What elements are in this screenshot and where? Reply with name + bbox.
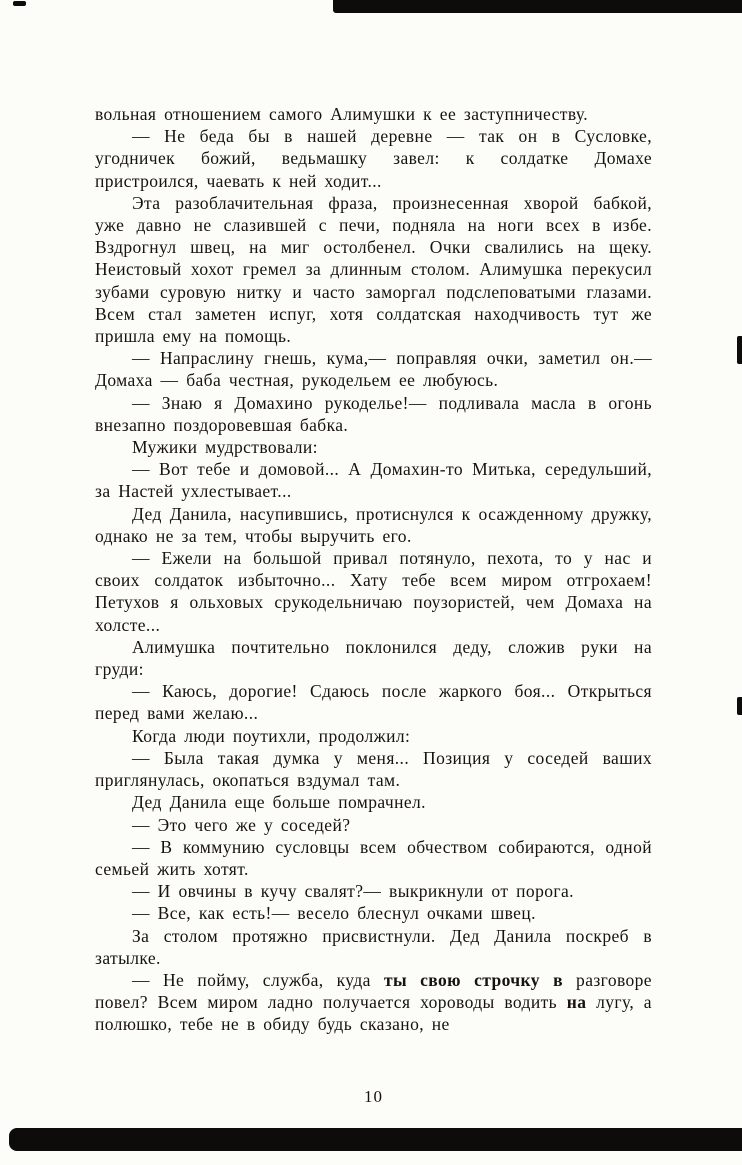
paragraph-run: лугу, а полюшко, тебе не в обиду будь сказано, не <box>95 992 652 1035</box>
paragraph <box>95 125 652 192</box>
paragraph-run: — Ежели на большой привал потянуло, пехота, то у нас и своих солдаток избыточно... Хату тебе всем миром отгрохаем! Петухов я ольховых срукодельничаю поузористей, чем Домаха на холсте... <box>95 548 652 635</box>
paragraph-run: — Вот тебе и домовой... А Домахин-то Митька, середульший, за Настей ухлестывает... <box>95 459 652 502</box>
page-number: 10 <box>364 1087 383 1106</box>
paragraph <box>95 969 652 1036</box>
paragraph <box>95 392 652 436</box>
paragraph-run: — В коммунию сусловцы всем обчеством собираются, одной семьей жить хотят. <box>95 836 652 879</box>
paragraph-run: — Знаю я Домахино рукоделье!— подливала масла в огонь внезапно поздоровевшая бабка. <box>95 392 652 435</box>
paragraph-run: вольная отношением самого Алимушки к ее заступничеству. <box>95 104 589 124</box>
paragraph-run: Эта разоблачительная фраза, произнесенная хворой бабкой, уже давно не слазившей с печи, подняла на ноги всех в избе. Вздрогнул швец, на миг остолбенел. Очки свалились на щеку. Неистовый хохот гремел за длинным столом. Алимушка перекусил зубами суровую нитку и часто заморгал подслеповатыми глазами. Всем стал заметен испуг, хотя солдатская находчивость тут же пришла ему на помощь. <box>95 192 652 347</box>
page-text-block <box>95 103 652 1036</box>
paragraph-run: За столом протяжно присвистнули. Дед Данила поскреб в затылке. <box>95 925 652 968</box>
paragraph <box>95 880 652 902</box>
paragraph-run: — Не пойму, служба, куда <box>132 969 384 990</box>
paragraph <box>95 747 652 791</box>
paragraph-run: — Не беда бы в нашей деревне — так он в Сусловке, угодничек божий, ведьмашку завел: к солдатке Домахе пристроился, чаевать к ней ходит... <box>95 126 652 191</box>
paragraph <box>95 192 652 347</box>
paragraph <box>95 636 652 680</box>
paragraph <box>95 814 652 836</box>
paragraph <box>95 103 652 125</box>
paragraph-run: — Каюсь, дорогие! Сдаюсь после жаркого боя... Открыться перед вами желаю... <box>95 681 652 724</box>
paragraph-run: — Напраслину гнешь, кума,— поправляя очки, заметил он.— Домаха — баба честная, рукодельем ее любуюсь. <box>95 348 652 391</box>
paragraph <box>95 436 652 458</box>
paragraph <box>95 547 652 636</box>
paragraph <box>95 925 652 969</box>
paragraph <box>95 458 652 502</box>
paragraph-bold-run: ты свою строчку в <box>383 969 563 990</box>
paragraph-bold-run: на <box>566 992 587 1013</box>
paragraph <box>95 347 652 391</box>
paragraph <box>95 725 652 747</box>
scan-artifact-top-bar <box>333 0 742 13</box>
paragraph-run: Алимушка почтительно поклонился деду, сложив руки на груди: <box>95 636 652 680</box>
paragraph <box>95 503 652 547</box>
paragraph-run: — Была такая думка у меня... Позиция у соседей ваших приглянулась, окопаться вздумал там. <box>95 747 652 791</box>
paragraph-run: — Все, как есть!— весело блеснул очками швец. <box>132 903 536 924</box>
paragraph-run: Дед Данила, насупившись, протиснулся к осажденному дружку, однако не за тем, чтобы выручить его. <box>95 503 652 546</box>
scan-artifact-right-mark <box>737 336 742 364</box>
paragraph-run: Мужики мудрствовали: <box>132 437 318 458</box>
paragraph <box>95 791 652 813</box>
scan-artifact-right-mark <box>737 697 742 715</box>
paragraph-run: — И овчины в кучу свалят?— выкрикнули от порога. <box>132 881 574 902</box>
scan-artifact-top-left-mark <box>13 1 26 6</box>
paragraph-run: Дед Данила еще больше помрачнел. <box>132 792 426 813</box>
paragraph <box>95 836 652 880</box>
paragraph <box>95 680 652 724</box>
paragraph-run: Когда люди поутихли, продолжил: <box>132 725 411 746</box>
paragraph-run: разговоре повел? Всем миром ладно получается хороводы водить <box>95 969 652 1013</box>
scan-artifact-bottom-bar <box>9 1128 742 1151</box>
paragraph <box>95 902 652 924</box>
paragraph-run: — Это чего же у соседей? <box>132 814 351 835</box>
